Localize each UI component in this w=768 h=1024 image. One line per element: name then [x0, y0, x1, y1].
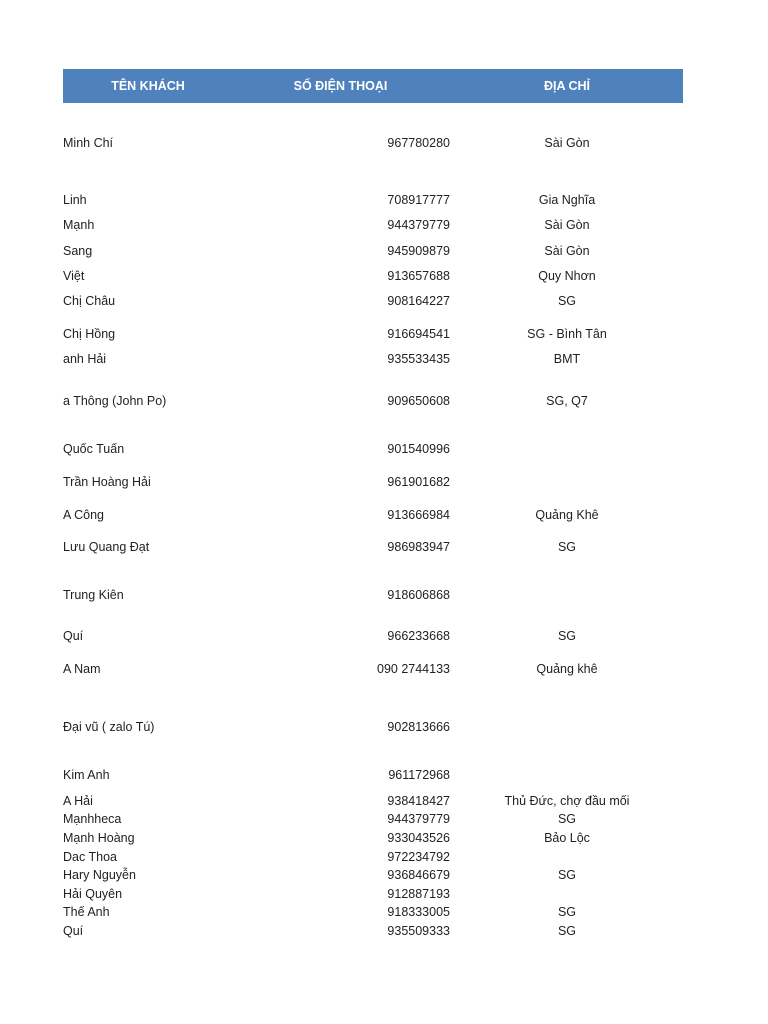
customer-phone: 916694541 — [387, 327, 450, 341]
customer-address: Quảng khê — [536, 662, 598, 676]
customer-address: Sài Gòn — [544, 244, 590, 258]
customer-phone: 967780280 — [387, 136, 450, 150]
customer-phone: 935509333 — [387, 924, 450, 938]
customer-phone: 913657688 — [387, 269, 450, 283]
table-row — [63, 242, 683, 260]
table-row — [63, 792, 683, 810]
customer-address: SG — [557, 905, 577, 919]
customer-name: A Nam — [63, 662, 101, 676]
table-row — [63, 538, 683, 556]
table-row — [63, 627, 683, 645]
table-row — [63, 473, 683, 491]
customer-name: Minh Chí — [63, 136, 114, 150]
customer-name: Sang — [63, 244, 93, 258]
table-row — [63, 267, 683, 285]
customer-name: Mạnh — [63, 218, 95, 232]
customer-name: Thế Anh — [63, 905, 110, 919]
customer-phone: 708917777 — [387, 193, 450, 207]
customer-phone: 933043526 — [387, 831, 450, 845]
customer-name: Mạnhheca — [63, 812, 122, 826]
customer-phone: 938418427 — [387, 794, 450, 808]
customer-address: SG — [557, 812, 577, 826]
customer-address: Sài Gòn — [544, 218, 590, 232]
customer-address: Gia Nghĩa — [538, 193, 596, 207]
customer-phone: 944379779 — [387, 218, 450, 232]
customer-phone: 902813666 — [387, 720, 450, 734]
table-row — [63, 325, 683, 343]
customer-name: a Thông (John Po) — [63, 394, 167, 408]
customer-name: Kim Anh — [63, 768, 110, 782]
customer-table — [63, 69, 683, 938]
table-row — [63, 848, 683, 866]
customer-name: Việt — [63, 269, 85, 283]
table-row — [63, 660, 683, 678]
customer-name: Linh — [63, 193, 87, 207]
customer-phone: 918333005 — [387, 905, 450, 919]
table-row — [63, 216, 683, 234]
customer-phone: 944379779 — [387, 812, 450, 826]
table-row — [63, 191, 683, 209]
table-row — [63, 922, 683, 940]
customer-name: A Hải — [63, 794, 93, 808]
customer-address: SG - Bình Tân — [527, 327, 607, 341]
table-row — [63, 292, 683, 310]
table-row — [63, 350, 683, 368]
customer-phone: 936846679 — [387, 868, 450, 882]
table-row — [63, 866, 683, 884]
customer-phone: 945909879 — [387, 244, 450, 258]
customer-address: SG, Q7 — [546, 394, 588, 408]
customer-address: SG — [557, 540, 577, 554]
customer-phone: 966233668 — [387, 629, 450, 643]
customer-name: Chị Hồng — [63, 327, 116, 341]
customer-name: anh Hải — [63, 352, 107, 366]
customer-address: SG — [557, 629, 577, 643]
customer-name: Quí — [63, 629, 84, 643]
table-row — [63, 829, 683, 847]
customer-name: Mạnh Hoàng — [63, 831, 135, 845]
header-address: ĐỊA CHỈ — [543, 79, 591, 93]
customer-address: SG — [557, 868, 577, 882]
customer-name: Lưu Quang Đạt — [63, 540, 150, 554]
header-name: TÊN KHÁCH — [111, 79, 185, 93]
table-row — [63, 392, 683, 410]
table-row — [63, 440, 683, 458]
customer-address: Quy Nhơn — [538, 269, 596, 283]
customer-name: A Công — [63, 508, 105, 522]
customer-phone: 090 2744133 — [377, 662, 450, 676]
customer-name: Quốc Tuấn — [63, 442, 125, 456]
customer-address: SG — [557, 294, 577, 308]
customer-name: Đại vũ ( zalo Tú) — [63, 720, 155, 734]
customer-name: Trung Kiên — [63, 588, 124, 602]
customer-name: Chị Châu — [63, 294, 116, 308]
customer-name: Hải Quyên — [63, 887, 123, 901]
customer-name: Trần Hoàng Hải — [63, 475, 151, 489]
table-row — [63, 885, 683, 903]
customer-phone: 935533435 — [387, 352, 450, 366]
table-row — [63, 586, 683, 604]
table-row — [63, 718, 683, 736]
table-row — [63, 506, 683, 524]
customer-phone: 909650608 — [387, 394, 450, 408]
customer-name: Dac Thoa — [63, 850, 117, 864]
customer-address: BMT — [553, 352, 581, 366]
customer-phone: 912887193 — [387, 887, 450, 901]
customer-phone: 972234792 — [387, 850, 450, 864]
table-row — [63, 903, 683, 921]
customer-address: Bảo Lộc — [544, 831, 590, 845]
header-phone: SỐ ĐIỆN THOẠI — [293, 79, 388, 93]
customer-phone: 961172968 — [388, 768, 450, 782]
customer-phone: 961901682 — [387, 475, 450, 489]
table-row — [63, 810, 683, 828]
customer-address: Sài Gòn — [544, 136, 590, 150]
table-row — [63, 134, 683, 152]
customer-name: Hary Nguyễn — [63, 868, 136, 882]
table-row — [63, 766, 683, 784]
customer-phone: 918606868 — [387, 588, 450, 602]
customer-phone: 901540996 — [387, 442, 450, 456]
customer-phone: 913666984 — [387, 508, 450, 522]
customer-address: Thủ Đức, chợ đầu mối — [504, 794, 630, 808]
customer-address: Quảng Khê — [535, 508, 599, 522]
customer-name: Quí — [63, 924, 84, 938]
table-header — [63, 69, 683, 103]
customer-phone: 908164227 — [387, 294, 450, 308]
customer-address: SG — [557, 924, 577, 938]
customer-phone: 986983947 — [387, 540, 450, 554]
